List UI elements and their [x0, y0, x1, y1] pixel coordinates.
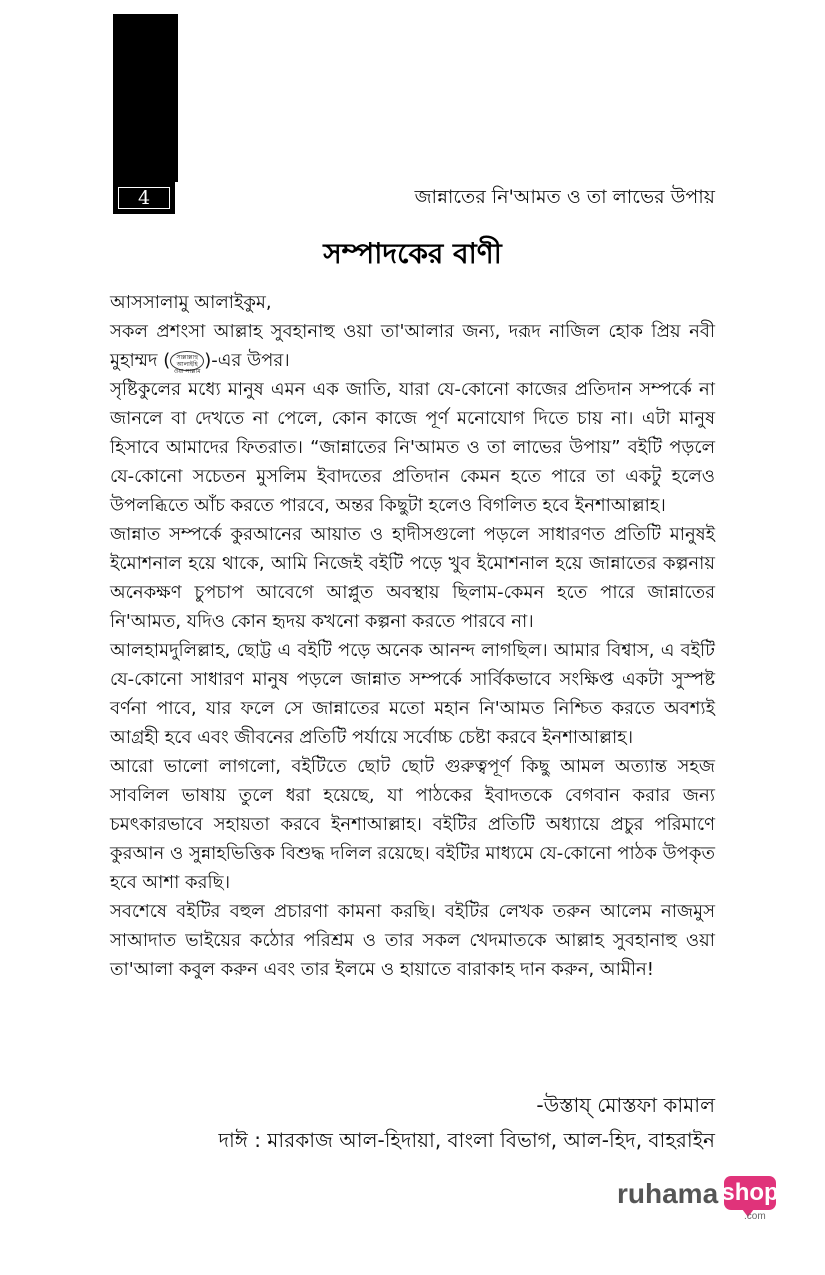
paragraph-alhamdulillah: আলহামদুলিল্লাহ, ছোট্ট এ বইটি পড়ে অনেক আনন্দ লাগছিল। আমার বিশ্বাস, এ বইটি যে-কোনো সাধারণ মানুষ পড়লে জান্নাত সম্পর্কে সার্বিকভাবে সংক্ষিপ্ত একটা সুস্পষ্ট বর্ণনা পাবে, যার ফলে সে জান্নাতের মতো মহান নি'আমত নিশ্চিত করতে অবশ্যই আগ্রহী হবে এবং জীবনের প্রতিটি পর্যায়ে সর্বোচ্চ চেষ্টা করবে ইনশাআল্লাহ। [110, 640, 715, 748]
signature-name: -উস্তায্ মোস্তফা কামাল [536, 1093, 715, 1117]
paragraph-fitrat: সৃষ্টিকুলের মধ্যে মানুষ এমন এক জাতি, যারা যে-কোনো কাজের প্রতিদান সম্পর্কে না জানলে বা দেখতে না পেলে, কোন কাজে পূর্ণ মনোযোগ দিতে চায় না। এটা মানুষ হিসাবে আমাদের ফিতরাত। “জান্নাতের নি'আমত ও তা লাভের উপায়” বইটি পড়লে যে-কোনো সচেতন মুসলিম ইবাদতের প্রতিদান কেমন হতে পারে তা একটু হলেও উপলব্ধিতে আঁচ করতে পারবে, অন্তর কিছুটা হলেও বিগলিত হবে ইনশাআল্লাহ। [110, 379, 715, 516]
paragraph-closing: সবশেষে বইটির বহুল প্রচারণা কামনা করছি। বইটির লেখক তরুন আলেম নাজমুস সাআদাত ভাইয়ের কঠোর পরিশ্রম ও তার সকল খেদমাতকে আল্লাহ সুবহানাহু ওয়া তা'আলা কবুল করুন এবং তার ইলমে ও হায়াতে বারাকাহ দান করুন, আমীন! [110, 901, 715, 980]
logo-ruhama-text: ruhama [617, 1178, 719, 1209]
page-title: সম্পাদকের বাণী [323, 237, 502, 270]
paragraph-amal: আরো ভালো লাগলো, বইটিতে ছোট ছোট গুরুত্বপূর্ণ কিছু আমল অত্যান্ত সহজ সাবলিল ভাষায় তুলে ধরা হয়েছে, যা পাঠকের ইবাদতকে বেগবান করার জন্য চমৎকারভাবে সহায়তা করবে ইনশাআল্লাহ। বইটির প্রতিটি অধ্যায়ে প্রচুর পরিমাণে কুরআন ও সুন্নাহভিত্তিক বিশুদ্ধ দলিল রয়েছে। বইটির মাধ্যমে যে-কোনো পাঠক উপকৃত হবে আশা করছি। [110, 756, 715, 893]
page-number: 4 [118, 187, 170, 209]
body-text [110, 288, 715, 984]
page-number-box [113, 182, 175, 214]
ruhamashop-logo [617, 1176, 777, 1224]
paragraph-greeting: আসসালামু আলাইকুম, [110, 292, 272, 313]
signature-role: দাঈ : মারকাজ আল-হিদায়া, বাংলা বিভাগ, আল-হিদ, বাহরাইন [218, 1128, 715, 1152]
logo-shop-badge: shop [724, 1176, 776, 1210]
black-page-tab [113, 14, 178, 182]
salawat-icon: সাল্লাল্লাহু আলাইহি ওয়া সাল্লাম [170, 351, 204, 371]
paragraph-praise [110, 317, 715, 375]
paragraph-praise-text: সকল প্রশংসা আল্লাহ সুবহানাহু ওয়া তা'আলার জন্য, দরূদ নাজিল হোক প্রিয় নবী মুহাম্মদ ( [110, 321, 715, 371]
paragraph-praise-end: )-এর উপর। [204, 350, 290, 371]
signature-block [218, 1088, 715, 1158]
running-header-title: জান্নাতের নি'আমত ও তা লাভের উপায় [414, 186, 715, 208]
paragraph-jannat: জান্নাত সম্পর্কে কুরআনের আয়াত ও হাদীসগুলো পড়লে সাধারণত প্রতিটি মানুষই ইমোশনাল হয়ে থাকে, আমি নিজেই বইটি পড়ে খুব ইমোশনাল হয়ে জান্নাতের কল্পনায় অনেকক্ষণ চুপচাপ আবেগে আপ্লুত অবস্থায় ছিলাম-কেমন হতে পারে জান্নাতের নি'আমত, যদিও কোন হৃদয় কখনো কল্পনা করতে পারবে না। [110, 524, 715, 632]
logo-domain-text: .com [744, 1211, 766, 1222]
